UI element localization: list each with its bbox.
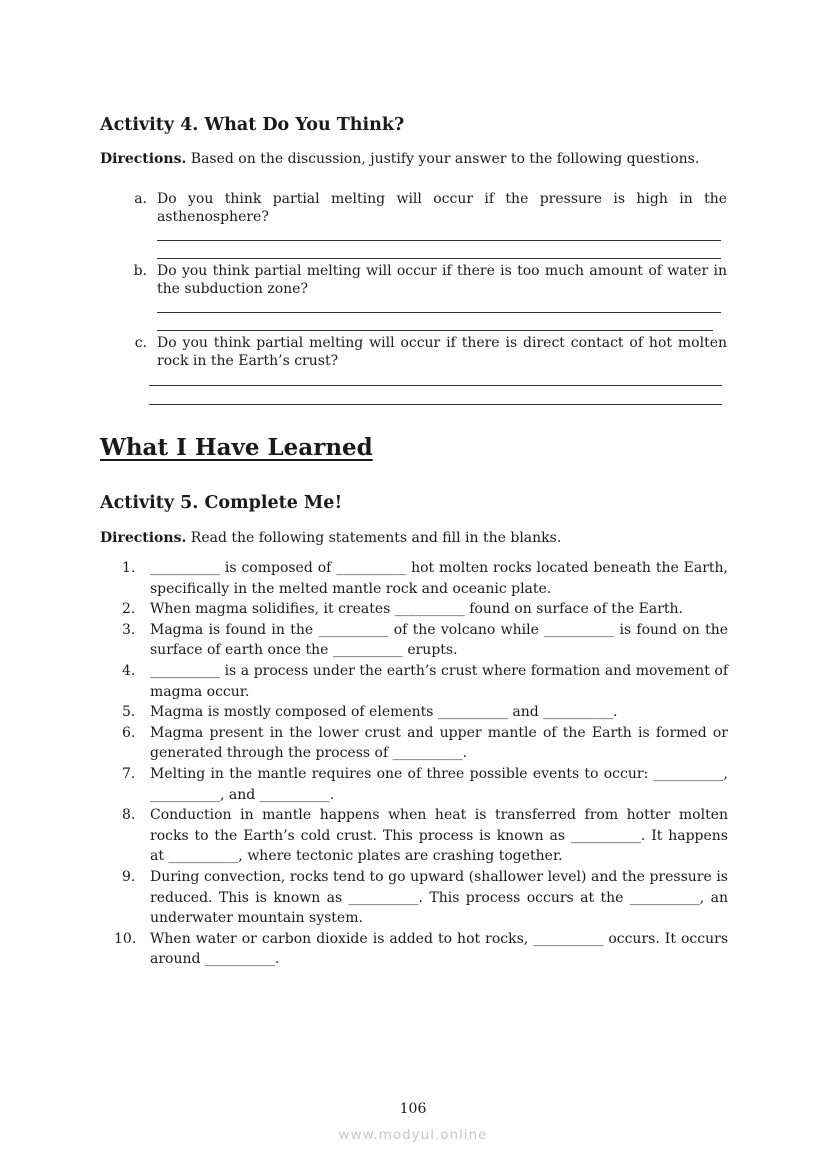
item-text: When water or carbon dioxide is added to hot rocks, __________ occurs. It occurs around __________. (150, 930, 728, 968)
item-number: 3. (122, 621, 136, 638)
item-text: Conduction in mantle happens when heat is transferred from hotter molten rocks to the Earth’s cold crust. This process is known as __________. It happens at __________, where tectonic plates are crashing together. (150, 807, 728, 865)
fill-in-list (100, 558, 728, 970)
list-item (100, 620, 728, 661)
question-text: Do you think partial melting will occur if there is direct contact of hot molten rock in the Earth’s crust? (157, 335, 727, 369)
answer-line[interactable] (157, 258, 721, 259)
list-item (100, 867, 728, 929)
item-text: Magma present in the lower crust and upper mantle of the Earth is formed or generated through the process of __________. (150, 724, 728, 762)
item-text: Magma is mostly composed of elements __________ and __________. (150, 704, 618, 721)
item-text: Magma is found in the __________ of the volcano while __________ is found on the surface of earth once the __________ erupts. (150, 621, 728, 659)
section-title: What I Have Learned (100, 434, 373, 461)
directions-text: Based on the discussion, justify your answer to the following questions. (186, 151, 700, 167)
item-number: 7. (122, 765, 136, 782)
question-label: a. (134, 191, 147, 207)
list-item (100, 661, 728, 702)
item-number: 6. (122, 724, 136, 741)
activity-5-title: Activity 5. Complete Me! (100, 493, 343, 513)
item-number: 8. (122, 807, 136, 824)
question-b (133, 262, 727, 298)
item-number: 2. (122, 601, 136, 618)
item-number: 1. (122, 560, 136, 576)
question-a (134, 190, 727, 226)
watermark: www.modyul.online (338, 1127, 488, 1143)
answer-line[interactable] (149, 385, 722, 386)
activity-5-directions (100, 530, 561, 546)
list-item (100, 558, 728, 599)
list-item (100, 702, 728, 723)
item-number: 10. (114, 930, 137, 947)
answer-line[interactable] (157, 312, 721, 313)
answer-line[interactable] (149, 404, 722, 405)
page-number: 106 (399, 1101, 427, 1117)
list-item (100, 599, 728, 620)
question-c (134, 334, 727, 370)
item-text: __________ is a process under the earth’s crust where formation and movement of magma occur. (150, 662, 728, 700)
item-text: During convection, rocks tend to go upward (shallower level) and the pressure is reduced. This is known as __________. This process occurs at the __________, an underwater mountain system. (150, 868, 728, 927)
item-number: 9. (122, 868, 136, 885)
list-item (100, 764, 728, 805)
activity-4-title: Activity 4. What Do You Think? (100, 115, 405, 135)
item-number: 4. (122, 662, 136, 679)
item-text: When magma solidifies, it creates __________ found on surface of the Earth. (150, 601, 683, 618)
answer-line[interactable] (157, 240, 721, 241)
item-text: Melting in the mantle requires one of three possible events to occur: __________, __________, and __________. (150, 765, 728, 803)
directions-label: Directions. (100, 530, 187, 546)
activity-4-directions (100, 151, 699, 167)
question-text: Do you think partial melting will occur if the pressure is high in the asthenosphere? (157, 191, 727, 225)
answer-line[interactable] (157, 330, 713, 331)
question-label: c. (134, 335, 147, 351)
list-item (100, 805, 728, 867)
question-text: Do you think partial melting will occur if there is too much amount of water in the subduction zone? (157, 263, 727, 297)
list-item (100, 929, 728, 970)
item-text: __________ is composed of __________ hot molten rocks located beneath the Earth, specifically in the melted mantle rock and oceanic plate. (150, 560, 728, 597)
item-number: 5. (122, 704, 136, 721)
list-item (100, 723, 728, 764)
directions-label: Directions. (100, 151, 187, 167)
directions-text: Read the following statements and fill in the blanks. (186, 530, 562, 546)
question-label: b. (133, 263, 147, 279)
